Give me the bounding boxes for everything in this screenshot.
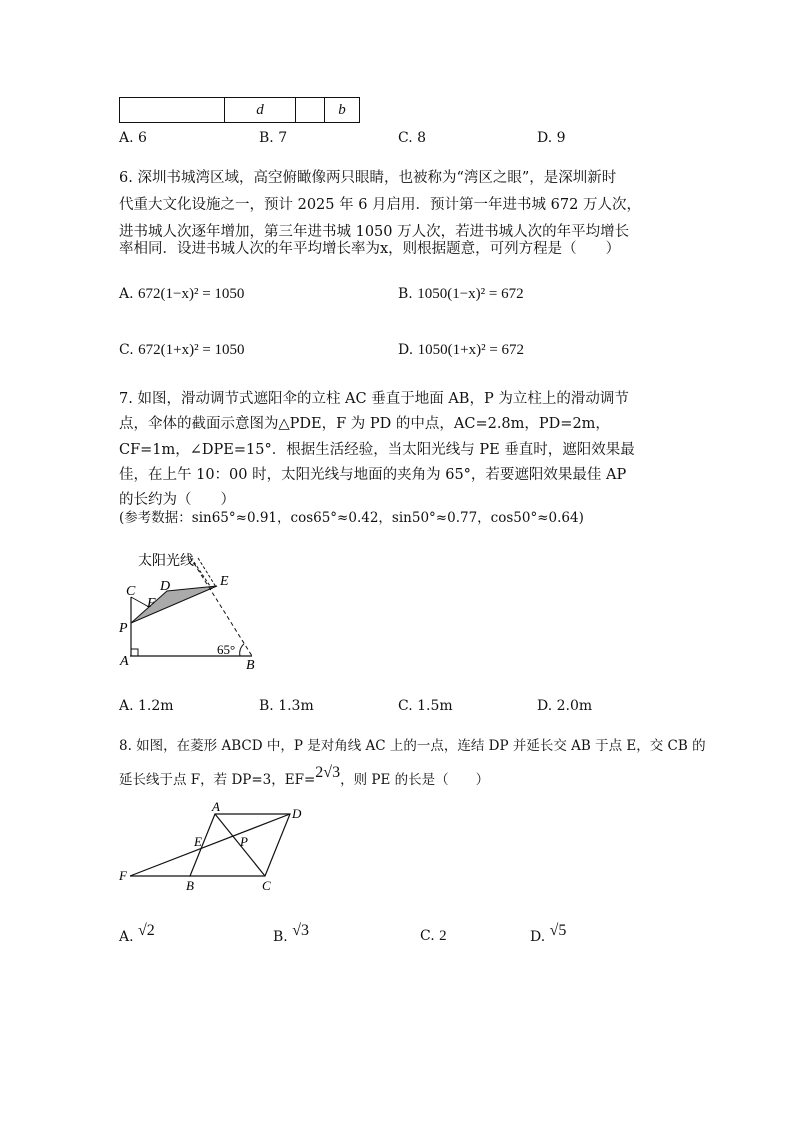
q8-point-b: B <box>186 878 194 893</box>
q7-line-5: 的长约为（ ） <box>119 492 235 508</box>
q8-line-1: 8. 如图，在菱形 ABCD 中，P 是对角线 AC 上的一点，连结 DP 并延长交 AB 于点 E，交 CB 的 <box>119 738 706 754</box>
q8-point-d: D <box>292 806 302 821</box>
q6-option-d: D. 1050(1+x)² = 672 <box>398 342 525 358</box>
q7-sunlight-label: 太阳光线 <box>138 554 194 569</box>
q8-option-d: D. √5 <box>530 922 567 945</box>
q8-option-d-value: √5 <box>549 922 567 939</box>
q8-point-c: C <box>262 878 271 893</box>
q7-option-d: D. 2.0m <box>537 698 593 714</box>
q5-option-c: C. 8 <box>398 130 427 146</box>
q6-line-4: 率相同．设进书城人次的年平均增长率为x，则根据题意，可列方程是（ ） <box>119 241 621 257</box>
q8-point-p: P <box>240 834 248 849</box>
q8-ef-value: 2√3 <box>315 764 341 781</box>
q6-option-d-expr: 1050(1+x)² = 672 <box>417 342 525 358</box>
q8-option-b: B. √3 <box>273 922 309 945</box>
q7-point-e: E <box>220 574 229 589</box>
q7-line-1: 7. 如图，滑动调节式遮阳伞的立柱 AC 垂直于地面 AB，P 为立柱上的滑动调节 <box>119 391 629 407</box>
q7-reference-data: (参考数据：sin65°≈0.91，cos65°≈0.42，sin50°≈0.77，cos50°≈0.64) <box>119 510 584 526</box>
q6-option-c: C. 672(1+x)² = 1050 <box>119 342 245 358</box>
q7-point-p: P <box>119 621 128 636</box>
q7-point-a: A <box>120 654 129 669</box>
q8-point-f: F <box>119 868 127 883</box>
table-cell: d <box>225 98 296 123</box>
q6-line-2: 代重大文化设施之一，预计 2025 年 6 月启用．预计第一年进书城 672 万人次， <box>119 197 641 213</box>
q6-line-1: 6. 深圳书城湾区域，高空俯瞰像两只眼睛，也被称为“湾区之眼”，是深圳新时 <box>119 170 617 186</box>
q7-figure <box>112 545 282 675</box>
top-table <box>119 97 360 123</box>
q7-angle-label: 65° <box>217 642 236 657</box>
q6-option-a: A. 672(1−x)² = 1050 <box>119 286 245 302</box>
q7-line-4: 佳，在上午 10：00 时，太阳光线与地面的夹角为 65°，若要遮阳效果最佳 AP <box>119 467 627 483</box>
q5-option-b: B. 7 <box>259 130 288 146</box>
q7-option-b: B. 1.3m <box>259 698 314 714</box>
q7-point-c: C <box>126 584 136 599</box>
q6-option-a-expr: 672(1−x)² = 1050 <box>138 286 245 302</box>
q8-point-e: E <box>194 834 202 849</box>
q8-option-a-value: √2 <box>138 922 155 939</box>
q8-option-c: C. 2 <box>420 928 447 944</box>
q5-option-d: D. 9 <box>537 130 566 146</box>
table-cell <box>120 98 225 123</box>
q7-line-2: 点，伞体的截面示意图为△PDE，F 为 PD 的中点，AC=2.8m，PD=2m， <box>119 416 610 432</box>
q7-line-3: CF=1m，∠DPE=15°．根据生活经验，当太阳光线与 PE 垂直时，遮阳效果最 <box>119 442 635 458</box>
q6-line-3: 进书城人次逐年增加，第三年进书城 1050 万人次，若进书城人次的年平均增长 <box>119 224 630 240</box>
q8-option-a: A. √2 <box>119 922 155 945</box>
q8-option-c-value: 2 <box>439 928 447 944</box>
q7-point-d: D <box>160 579 171 594</box>
q7-option-a: A. 1.2m <box>119 698 174 714</box>
q8-line-2: 延长线于点 F，若 DP=3，EF=2√3，则 PE 的长是（ ） <box>119 764 490 788</box>
q8-figure <box>112 800 312 895</box>
q8-option-b-value: √3 <box>292 922 309 939</box>
q7-point-b: B <box>246 658 255 673</box>
q6-option-b: B. 1050(1−x)² = 672 <box>398 286 524 302</box>
q7-point-f: F <box>147 596 156 611</box>
q8-point-a: A <box>212 800 220 814</box>
q5-option-a: A. 6 <box>119 130 147 146</box>
q6-option-b-expr: 1050(1−x)² = 672 <box>417 286 524 302</box>
q7-option-c: C. 1.5m <box>398 698 453 714</box>
q6-option-c-expr: 672(1+x)² = 1050 <box>138 342 245 358</box>
table-cell <box>296 98 325 123</box>
table-cell: b <box>325 98 360 123</box>
